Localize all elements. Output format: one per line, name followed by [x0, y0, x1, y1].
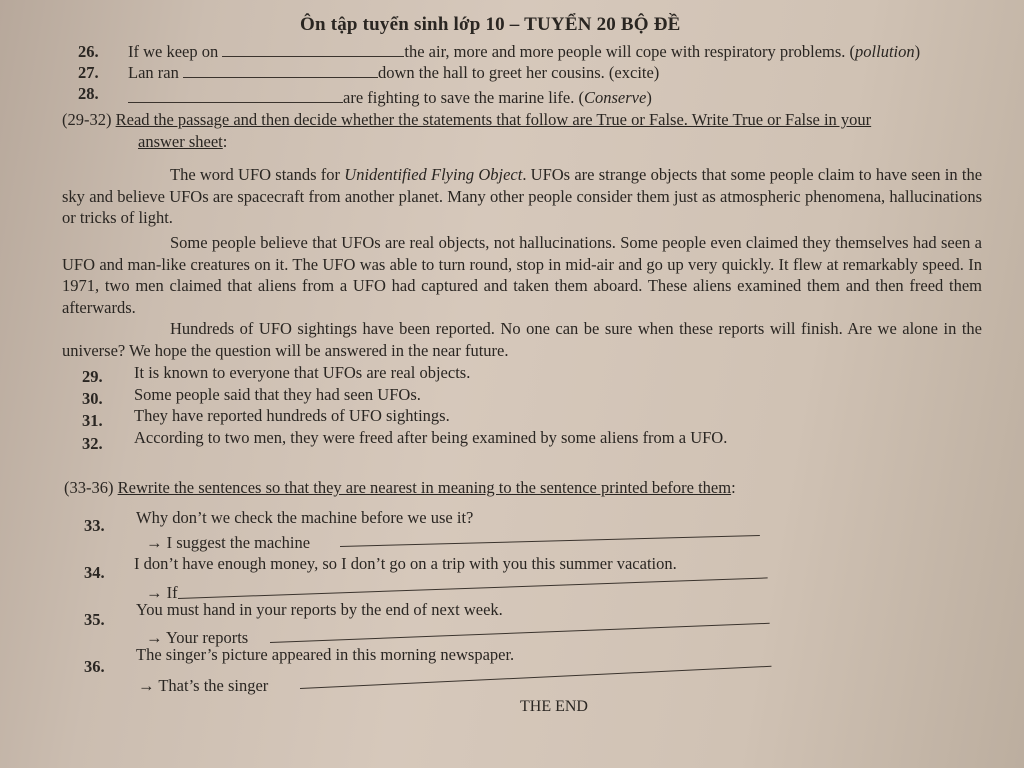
- answer-line-35[interactable]: [270, 623, 770, 643]
- fill-text-after: the air, more and more people will cope with respiratory problems. (: [404, 42, 856, 61]
- answer-blank[interactable]: [128, 88, 343, 103]
- rewrite-sentence-33: Why don’t we check the machine before we use it?: [136, 508, 474, 527]
- rewrite-prompt-36: → That’s the singer: [138, 676, 269, 695]
- rewrite-prompt-35: → Your reports: [146, 628, 249, 647]
- item-number: 31.: [82, 411, 103, 430]
- passage-italic: Unidentified Flying Object: [344, 165, 523, 184]
- section-code: (33-36): [64, 478, 114, 497]
- item-number: 30.: [82, 389, 103, 408]
- answer-blank[interactable]: [183, 63, 378, 78]
- item-number: 35.: [84, 610, 105, 629]
- section-instruction-29-32: [62, 110, 871, 130]
- rewrite-prompt-33: → I suggest the machine: [146, 533, 311, 552]
- item-number: 34.: [84, 563, 105, 582]
- fill-close: ): [914, 42, 921, 61]
- answer-line-34[interactable]: [178, 577, 768, 599]
- fill-hint: pollution: [855, 42, 915, 61]
- item-number: 33.: [84, 516, 105, 535]
- item-number: 29.: [82, 367, 103, 386]
- fill-item-28: [128, 88, 652, 108]
- section-code: (29-32): [62, 110, 112, 129]
- answer-blank[interactable]: [222, 42, 404, 57]
- instruction-text-cont: answer sheet: [138, 132, 223, 151]
- item-number: 28.: [78, 84, 99, 103]
- item-number: 27.: [78, 63, 99, 82]
- instruction-text: Rewrite the sentences so that they are nearest in meaning to the sentence printed before them: [117, 478, 732, 497]
- fill-close: ): [646, 88, 652, 107]
- fill-text-after: down the hall to greet her cousins. (excite): [377, 63, 660, 82]
- statement-31: They have reported hundreds of UFO sightings.: [134, 406, 450, 425]
- item-number: 36.: [84, 657, 105, 676]
- passage-text: Some people believe that UFOs are real objects, not hallucinations. Some people even claimed they themselves had seen a UFO and man-like creatures on it. The UFO was able to turn round, stop in mid-air and go up very quickly. It flew at remarkably speed. In 1971, two men claimed that aliens from a UFO had captured and taken them aboard. These aliens examined them and then freed them afterwards.: [62, 233, 982, 317]
- instruction-colon: :: [731, 478, 736, 497]
- passage-paragraph-1: [62, 164, 982, 229]
- fill-text-after: are fighting to save the marine life. (: [343, 88, 584, 107]
- item-number: 26.: [78, 42, 99, 61]
- rewrite-prompt-34: → If: [146, 583, 178, 602]
- passage-text: Hundreds of UFO sightings have been reported. No one can be sure when these reports will finish. Are we alone in the universe? We hope the question will be answered in the near future.: [62, 319, 982, 360]
- instruction-text: Read the passage and then decide whether the statements that follow are True or False. Write True or False in your: [115, 110, 872, 129]
- statement-32: According to two men, they were freed after being examined by some aliens from a UFO.: [134, 428, 728, 447]
- section-instruction-cont: [138, 132, 227, 152]
- page-title: Ôn tập tuyển sinh lớp 10 – TUYỂN 20 BỘ ĐỀ: [300, 14, 681, 35]
- instruction-colon: :: [222, 132, 228, 151]
- rewrite-sentence-34: I don’t have enough money, so I don’t go on a trip with you this summer vacation.: [134, 554, 677, 573]
- passage-paragraph-3: [62, 318, 982, 361]
- passage-paragraph-2: [62, 232, 982, 318]
- fill-item-26: [128, 42, 920, 62]
- statement-30: Some people said that they had seen UFOs.: [134, 385, 421, 404]
- answer-line-33[interactable]: [340, 535, 760, 547]
- section-instruction-33-36: [64, 478, 736, 498]
- rewrite-sentence-35: You must hand in your reports by the end of next week.: [136, 600, 503, 619]
- statement-29: It is known to everyone that UFOs are real objects.: [134, 363, 471, 382]
- fill-hint: Conserve: [584, 88, 647, 107]
- fill-text-before: If we keep on: [128, 42, 219, 61]
- item-number: 32.: [82, 434, 103, 453]
- answer-line-36[interactable]: [300, 666, 772, 689]
- fill-item-27: [128, 63, 659, 83]
- end-marker: THE END: [520, 698, 588, 715]
- passage-text: The word UFO stands for: [170, 165, 341, 184]
- passage-text: . UFOs are strange objects that some people claim to have seen in the sky and believe UFOs are spacecraft from another planet. Many other people consider them just as atmospheric phenomena, hallucinations or tricks of light.: [62, 165, 983, 227]
- rewrite-sentence-36: The singer’s picture appeared in this morning newspaper.: [136, 645, 515, 664]
- fill-text-before: Lan ran: [128, 63, 179, 82]
